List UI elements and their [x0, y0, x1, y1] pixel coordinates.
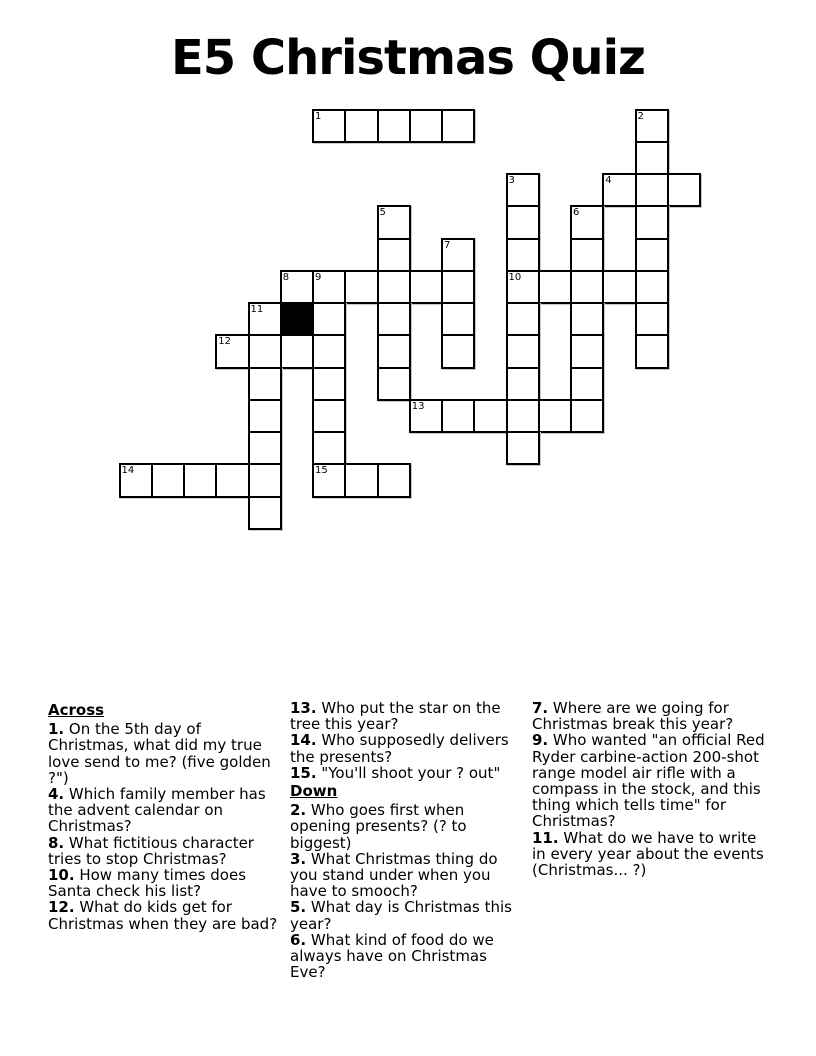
clue-number: 4.: [48, 785, 65, 804]
clue-number: 5.: [290, 898, 307, 917]
clue-item: 8. What fictitious character tries to stop Christmas?: [48, 833, 254, 868]
grid-cell[interactable]: [312, 367, 346, 401]
grid-cell[interactable]: [538, 270, 572, 304]
grid-cell[interactable]: [248, 399, 282, 433]
grid-cell[interactable]: [441, 302, 475, 336]
grid-cell[interactable]: [312, 463, 346, 497]
grid-cell[interactable]: [377, 367, 411, 401]
grid-cell[interactable]: [377, 302, 411, 336]
clue-number: 13.: [290, 699, 317, 717]
grid-cell[interactable]: [248, 367, 282, 401]
clues-column-2: [290, 700, 523, 980]
grid-cell[interactable]: [506, 367, 540, 401]
cell-number: 3: [508, 175, 515, 186]
grid-cell[interactable]: [248, 431, 282, 465]
grid-cell[interactable]: [635, 302, 669, 336]
grid-cell[interactable]: [506, 399, 540, 433]
clue-number: 9.: [532, 731, 549, 750]
clue-item: 13. Who put the star on the tree this year?: [290, 699, 501, 734]
clues-column-1: [48, 700, 281, 932]
grid-cell[interactable]: [280, 270, 314, 304]
grid-cell[interactable]: [344, 463, 378, 497]
clue-item: 7. Where are we going for Christmas break this year?: [532, 699, 734, 734]
grid-cell[interactable]: [635, 173, 669, 207]
clue-item: 2. Who goes first when opening presents? (? to biggest): [290, 801, 467, 852]
grid-cell[interactable]: [312, 302, 346, 336]
grid-cell[interactable]: [570, 205, 604, 239]
cell-number: 12: [218, 336, 231, 348]
clue-item: 10. How many times does Santa check his list?: [48, 866, 247, 901]
clue-number: 11.: [532, 828, 559, 847]
black-cell: [280, 302, 314, 336]
grid-cell[interactable]: [635, 141, 669, 175]
grid-cell[interactable]: [344, 109, 378, 143]
grid-cell[interactable]: [635, 238, 669, 272]
grid-cell[interactable]: [280, 334, 314, 368]
grid-cell[interactable]: [312, 270, 346, 304]
grid-cell[interactable]: [409, 399, 443, 433]
clue-number: 14.: [290, 731, 317, 750]
cell-number: 4: [605, 175, 612, 186]
clue-number: 15.: [290, 763, 317, 782]
grid-cell[interactable]: [215, 463, 249, 497]
grid-cell[interactable]: [635, 109, 669, 143]
grid-cell[interactable]: [635, 205, 669, 239]
clue-item: 6. What kind of food do we always have on Christmas Eve?: [290, 930, 494, 982]
clue-item: 15. "You'll shoot your ? out": [290, 763, 501, 782]
grid-cell[interactable]: [635, 270, 669, 304]
cell-number: 13: [411, 400, 425, 412]
grid-cell[interactable]: [441, 109, 475, 143]
grid-cell[interactable]: [248, 463, 282, 497]
grid-cell[interactable]: [570, 399, 604, 433]
cell-number: 10: [508, 271, 522, 283]
cell-number: 14: [121, 465, 135, 477]
cell-number: 1: [315, 110, 322, 122]
grid-cell[interactable]: [506, 205, 540, 239]
grid-cell[interactable]: [441, 238, 475, 272]
grid-cell[interactable]: [312, 334, 346, 368]
grid-cell[interactable]: [602, 173, 636, 207]
grid-cell[interactable]: [248, 302, 282, 336]
grid-cell[interactable]: [570, 367, 604, 401]
grid-cell[interactable]: [312, 431, 346, 465]
grid-cell[interactable]: [441, 399, 475, 433]
grid-cell[interactable]: [215, 334, 249, 368]
grid-cell[interactable]: [506, 173, 540, 207]
cell-number: 2: [637, 110, 644, 122]
clues-column-3: [532, 700, 765, 878]
grid-cell[interactable]: [570, 270, 604, 304]
grid-cell[interactable]: [506, 270, 540, 304]
cell-number: 11: [250, 304, 264, 315]
grid-cell[interactable]: [441, 334, 475, 368]
grid-cell[interactable]: [248, 496, 282, 530]
grid-cell[interactable]: [183, 463, 217, 497]
cell-number: 15: [315, 465, 328, 477]
grid-cell[interactable]: [635, 334, 669, 368]
grid-cell[interactable]: [409, 270, 443, 304]
clue-item: 4. Which family member has the advent calendar on Christmas?: [48, 785, 266, 836]
clue-number: 7.: [532, 699, 549, 717]
clue-item: 5. What day is Christmas this year?: [290, 898, 512, 933]
grid-cell[interactable]: [441, 270, 475, 304]
grid-cell[interactable]: [377, 109, 411, 143]
clue-number: 1.: [48, 720, 65, 739]
cell-number: 8: [282, 271, 290, 283]
grid-cell[interactable]: [506, 431, 540, 465]
clue-item: 14. Who supposedly delivers the presents?: [290, 731, 509, 766]
grid-cell[interactable]: [506, 238, 540, 272]
cell-number: 6: [573, 207, 580, 219]
cell-number: 9: [315, 271, 322, 283]
grid-cell[interactable]: [377, 205, 411, 239]
page-title: E5 Christmas Quiz: [171, 30, 645, 86]
grid-cell[interactable]: [409, 109, 443, 143]
cell-number: 5: [379, 207, 386, 219]
grid-cell[interactable]: [119, 463, 153, 497]
clue-number: 6.: [290, 930, 307, 949]
grid-cell[interactable]: [377, 238, 411, 272]
clue-number: 8.: [48, 833, 65, 852]
clue-number: 10.: [48, 866, 75, 885]
grid-cell[interactable]: [602, 270, 636, 304]
clue-item: 12. What do kids get for Christmas when they are bad?: [48, 898, 278, 933]
down-heading: Down: [290, 782, 338, 801]
grid-cell[interactable]: [151, 463, 185, 497]
grid-cell[interactable]: [473, 399, 507, 433]
grid-cell[interactable]: [312, 109, 346, 143]
across-heading: Across: [48, 701, 105, 719]
grid-cell[interactable]: [344, 270, 378, 304]
grid-cell[interactable]: [570, 302, 604, 336]
clue-item: 11. What do we have to write in every year about the events (Christmas... ?): [532, 828, 764, 880]
grid-cell[interactable]: [570, 238, 604, 272]
grid-cell[interactable]: [377, 270, 411, 304]
grid-cell[interactable]: [538, 399, 572, 433]
clue-number: 3.: [290, 849, 307, 868]
clue-number: 12.: [48, 898, 75, 917]
grid-cell[interactable]: [248, 334, 282, 368]
grid-cell[interactable]: [377, 463, 411, 497]
grid-cell[interactable]: [377, 334, 411, 368]
cell-number: 7: [444, 239, 451, 251]
clue-item: 1. On the 5th day of Christmas, what did my true love send to me? (five golden ?"): [48, 720, 271, 787]
grid-cell[interactable]: [312, 399, 346, 433]
clue-item: 3. What Christmas thing do you stand under when you have to smooch?: [290, 849, 498, 901]
grid-cell[interactable]: [506, 302, 540, 336]
clue-number: 2.: [290, 801, 307, 820]
grid-cell[interactable]: [506, 334, 540, 368]
clue-item: 9. Who wanted "an official Red Ryder carbine-action 200-shot range model air rifle with a compass in the stock, and this thing which tells time" for Christmas?: [532, 731, 765, 831]
grid-cell[interactable]: [570, 334, 604, 368]
grid-cell[interactable]: [667, 173, 701, 207]
